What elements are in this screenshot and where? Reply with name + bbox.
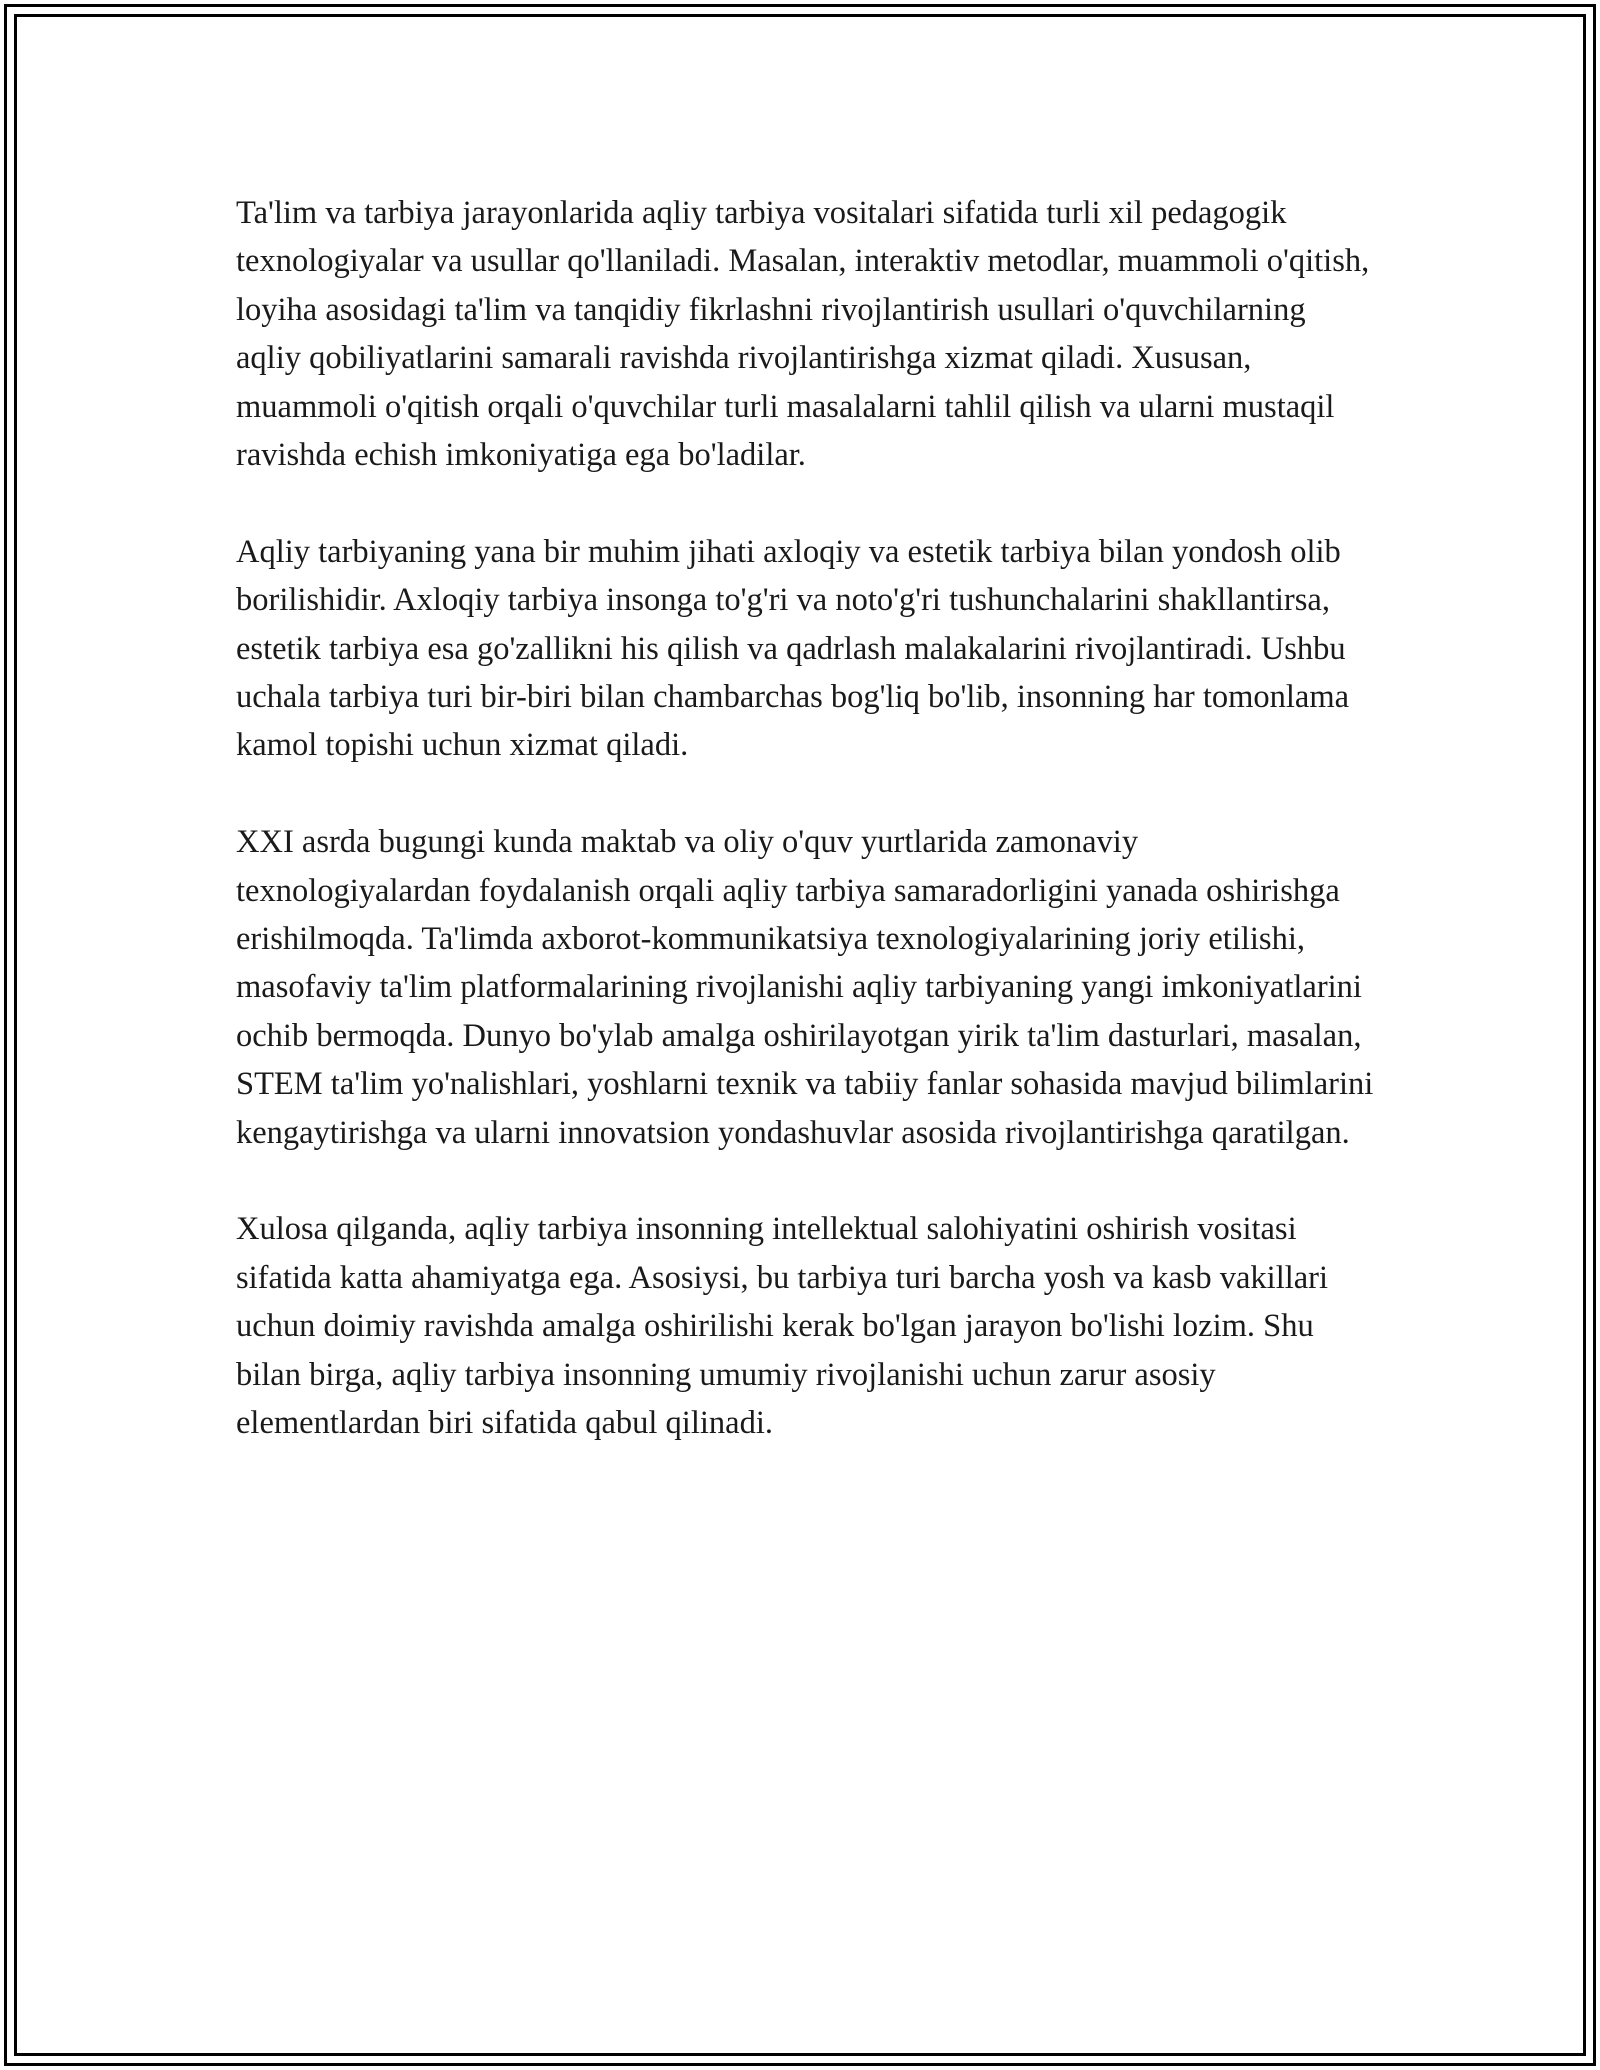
document-body <box>236 189 1376 1448</box>
paragraph-2: Aqliy tarbiyaning yana bir muhim jihati axloqiy va estetik tarbiya bilan yondosh olib borilishidir. Axloqiy tarbiya insonga to'g'ri va noto'g'ri tushunchalarini shakllantirsa, estetik tarbiya esa go'zallikni his qilish va qadrlash malakalarini rivojlantiradi. Ushbu uchala tarbiya turi bir-biri bilan chambarchas bog'liq bo'lib, insonning har tomonlama kamol topishi uchun xizmat qiladi. <box>236 533 1350 764</box>
paragraph-4: Xulosa qilganda, aqliy tarbiya insonning intellektual salohiyatini oshirish vositasi sifatida katta ahamiyatga ega. Asosiysi, bu tarbiya turi barcha yosh va kasb vakillari uchun doimiy ravishda amalga oshirilishi kerak bo'lgan jarayon bo'lishi lozim. Shu bilan birga, aqliy tarbiya insonning umumiy rivojlanishi uchun zarur asosiy elementlardan biri sifatida qabul qilinadi. <box>236 1211 1329 1442</box>
paragraph-3: XXI asrda bugungi kunda maktab va oliy o'quv yurtlarida zamonaviy texnologiyalardan foydalanish orqali aqliy tarbiya samaradorligini yanada oshirishga erishilmoqda. Ta'limda axborot-kommunikatsiya texnologiyalarining joriy etilishi, masofaviy ta'lim platformalarining rivojlanishi aqliy tarbiyaning yangi imkoniyatlarini ochib bermoqda. Dunyo bo'ylab amalga oshirilayotgan yirik ta'lim dasturlari, masalan, STEM ta'lim yo'nalishlari, yoshlarni texnik va tabiiy fanlar sohasida mavjud bilimlarini kengaytirishga va ularni innovatsion yondashuvlar asosida rivojlantirishga qaratilgan. <box>236 824 1374 1151</box>
paragraph-1: Ta'lim va tarbiya jarayonlarida aqliy tarbiya vositalari sifatida turli xil pedagogik texnologiyalar va usullar qo'llaniladi. Masalan, interaktiv metodlar, muammoli o'qitish, loyiha asosidagi ta'lim va tanqidiy fikrlashni rivojlantirish usullari o'quvchilarning aqliy qobiliyatlarini samarali ravishda rivojlantirishga xizmat qiladi. Xususan, muammoli o'qitish orqali o'quvchilar turli masalalarni tahlil qilish va ularni mustaqil ravishda echish imkoniyatiga ega bo'ladilar. <box>236 195 1370 474</box>
